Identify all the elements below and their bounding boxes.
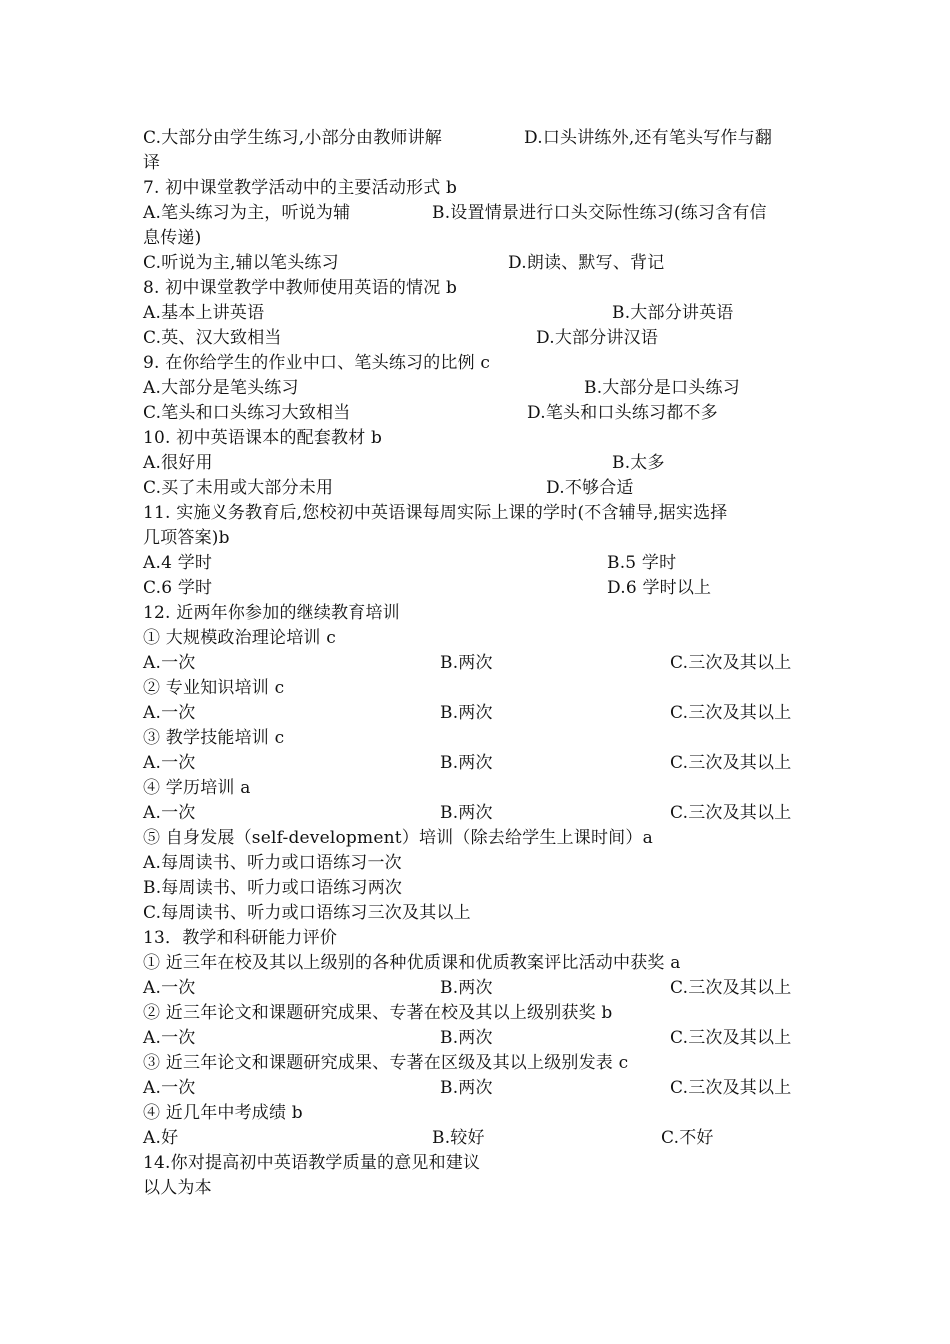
option-b-line: B.两次 bbox=[440, 653, 493, 673]
option-b-line: B.太多 bbox=[612, 453, 665, 473]
question-11: 11. 实施义务教育后,您校初中英语课每周实际上课的学时(不含辅导,据实选择 bbox=[143, 503, 728, 523]
option-c-line: C.三次及其以上 bbox=[670, 1078, 792, 1098]
sub-question: ④ 近几年中考成绩 b bbox=[143, 1103, 303, 1123]
option-b-line: B.每周读书、听力或口语练习两次 bbox=[143, 878, 403, 898]
sub-question: ④ 学历培训 a bbox=[143, 778, 251, 798]
option-d-line: D.不够合适 bbox=[546, 478, 634, 498]
question-14: 14.你对提高初中英语教学质量的意见和建议 bbox=[143, 1153, 481, 1173]
option-c-line: C.三次及其以上 bbox=[670, 803, 792, 823]
option-d-line: D.6 学时以上 bbox=[607, 578, 712, 598]
option-c-line: C.三次及其以上 bbox=[670, 653, 792, 673]
sub-question: ① 大规模政治理论培训 c bbox=[143, 628, 336, 648]
option-d-line: D.大部分讲汉语 bbox=[536, 328, 659, 348]
text-line: 几项答案)b bbox=[143, 528, 230, 548]
option-a-line: A.一次 bbox=[143, 1028, 196, 1048]
option-c-line: C.三次及其以上 bbox=[670, 978, 792, 998]
option-c-line: C.笔头和口头练习大致相当 bbox=[143, 403, 351, 423]
option-b-line: B.大部分是口头练习 bbox=[584, 378, 740, 398]
question-9: 9. 在你给学生的作业中口、笔头练习的比例 c bbox=[143, 353, 491, 373]
text-line: 译 bbox=[143, 153, 161, 173]
option-b-line: B.设置情景进行口头交际性练习(练习含有信 bbox=[432, 203, 767, 223]
option-a-line: A.一次 bbox=[143, 653, 196, 673]
option-b-line: B.较好 bbox=[432, 1128, 485, 1148]
option-b-line: B.两次 bbox=[440, 703, 493, 723]
option-a-line: A.一次 bbox=[143, 703, 196, 723]
option-b-line: B.两次 bbox=[440, 753, 493, 773]
question-7: 7. 初中课堂教学活动中的主要活动形式 b bbox=[143, 178, 458, 198]
option-a-line: A.笔头练习为主，听说为辅 bbox=[143, 203, 351, 223]
option-a-line: A.一次 bbox=[143, 803, 196, 823]
option-a-line: A.每周读书、听力或口语练习一次 bbox=[143, 853, 402, 873]
option-c-line: C.大部分由学生练习,小部分由教师讲解 bbox=[143, 128, 443, 148]
answer-text: 以人为本 bbox=[143, 1178, 212, 1198]
sub-question: ⑤ 自身发展（self-development）培训（除去给学生上课时间）a bbox=[143, 828, 653, 848]
question-10: 10. 初中英语课本的配套教材 b bbox=[143, 428, 383, 448]
option-a-line: A.4 学时 bbox=[143, 553, 213, 573]
option-b-line: B.两次 bbox=[440, 1028, 493, 1048]
sub-question: ② 专业知识培训 c bbox=[143, 678, 285, 698]
sub-question: ③ 教学技能培训 c bbox=[143, 728, 285, 748]
option-a-line: A.一次 bbox=[143, 978, 196, 998]
option-a-line: A.基本上讲英语 bbox=[143, 303, 265, 323]
option-a-line: A.大部分是笔头练习 bbox=[143, 378, 299, 398]
option-c-line: C.听说为主,辅以笔头练习 bbox=[143, 253, 339, 273]
option-c-line: C.英、汉大致相当 bbox=[143, 328, 282, 348]
option-a-line: A.一次 bbox=[143, 753, 196, 773]
option-d-line: D.口头讲练外,还有笔头写作与翻 bbox=[524, 128, 773, 148]
sub-question: ③ 近三年论文和课题研究成果、专著在区级及其以上级别发表 c bbox=[143, 1053, 629, 1073]
option-b-line: B.两次 bbox=[440, 803, 493, 823]
sub-question: ① 近三年在校及其以上级别的各种优质课和优质教案评比活动中获奖 a bbox=[143, 953, 681, 973]
option-c-line: C.三次及其以上 bbox=[670, 1028, 792, 1048]
option-a-line: A.一次 bbox=[143, 1078, 196, 1098]
option-d-line: D.朗读、默写、背记 bbox=[508, 253, 665, 273]
question-12: 12. 近两年你参加的继续教育培训 bbox=[143, 603, 400, 623]
option-b-line: B.5 学时 bbox=[607, 553, 677, 573]
question-13: 13．教学和科研能力评价 bbox=[143, 928, 338, 948]
option-c-line: C.每周读书、听力或口语练习三次及其以上 bbox=[143, 903, 471, 923]
option-c-line: C.买了未用或大部分未用 bbox=[143, 478, 334, 498]
option-c-line: C.三次及其以上 bbox=[670, 703, 792, 723]
option-c-line: C.不好 bbox=[661, 1128, 714, 1148]
option-c-line: C.三次及其以上 bbox=[670, 753, 792, 773]
option-b-line: B.两次 bbox=[440, 978, 493, 998]
option-a-line: A.好 bbox=[143, 1128, 179, 1148]
option-d-line: D.笔头和口头练习都不多 bbox=[527, 403, 718, 423]
question-8: 8. 初中课堂教学中教师使用英语的情况 b bbox=[143, 278, 458, 298]
option-c-line: C.6 学时 bbox=[143, 578, 213, 598]
sub-question: ② 近三年论文和课题研究成果、专著在校及其以上级别获奖 b bbox=[143, 1003, 613, 1023]
option-b-line: B.两次 bbox=[440, 1078, 493, 1098]
option-a-line: A.很好用 bbox=[143, 453, 213, 473]
option-b-line: B.大部分讲英语 bbox=[612, 303, 734, 323]
text-line: 息传递) bbox=[143, 228, 202, 248]
